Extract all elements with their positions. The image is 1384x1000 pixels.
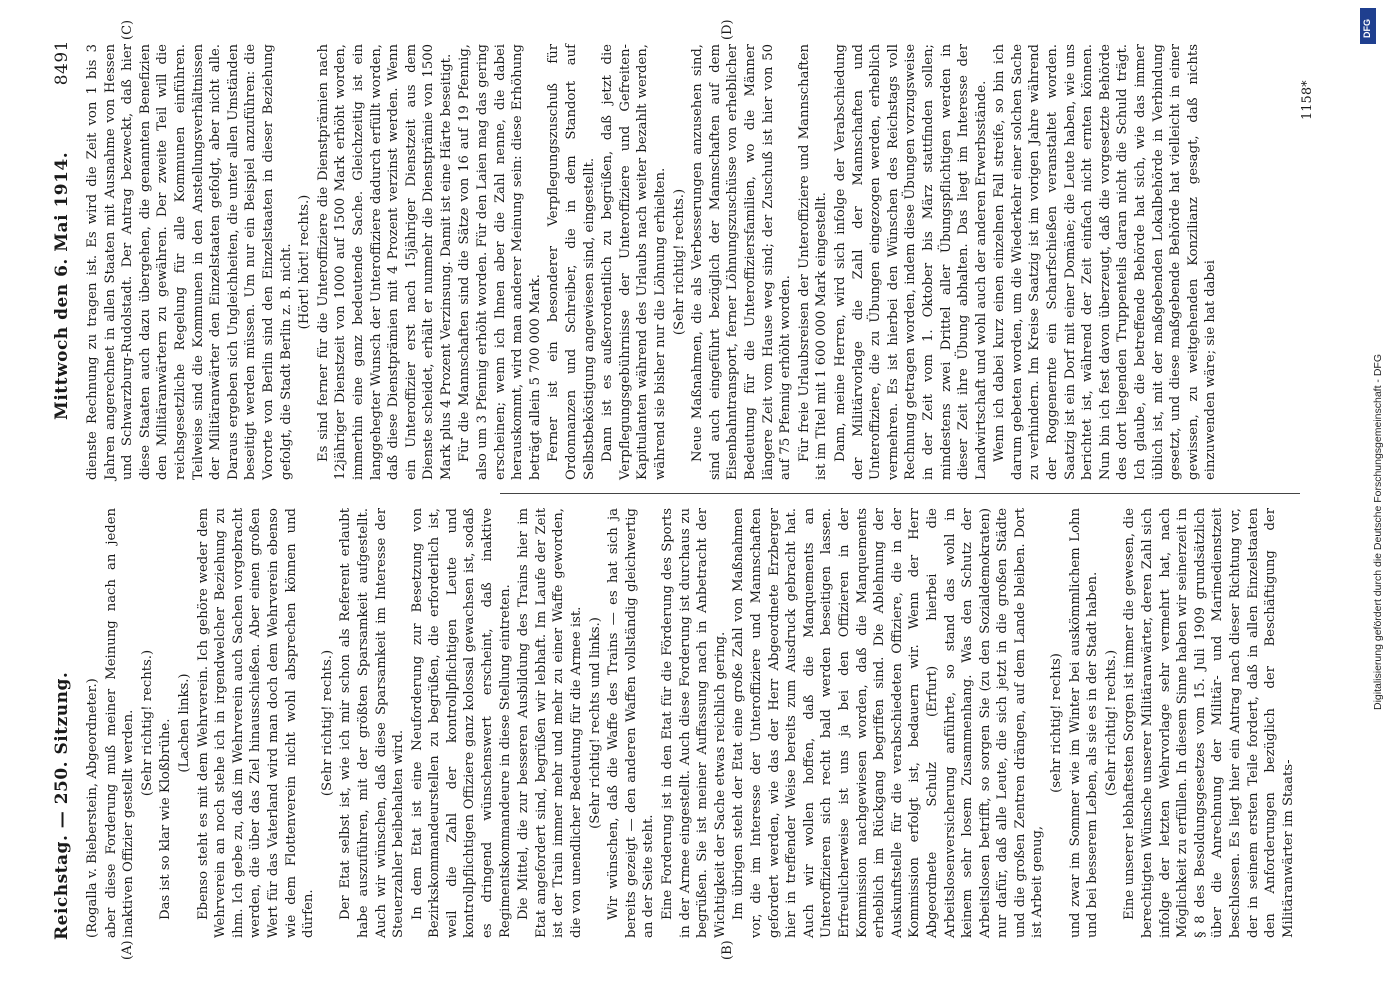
interjection: (Hört! hört! rechts.) xyxy=(297,194,313,330)
paragraph: Eine Forderung ist in den Etat für die Förderung des Sports in der Armee eingestellt. Auch diese Forderung ist durchaus zu begrüßen. Sie ist meiner Auffassung nach in Anbetracht der Wichtigkeit der Sache etwas reichlich gering. xyxy=(660,508,728,938)
paragraph: (Rogalla v. Bieberstein, Abgeordneter.) xyxy=(85,678,100,938)
margin-letter-d: (D) xyxy=(720,19,735,40)
interjection: (Lachen links.) xyxy=(176,673,192,773)
paragraph: dienste Rechnung zu tragen ist. Es wird die Zeit von 1 bis 3 Jahren angerechnet in allen Staaten mit Ausnahme von Hessen und Schwarzburg-Rudolstadt. Der Antrag bezweckt, daß hier diese Staaten auch dazu übergehen, die genannten Benefizien den Militäranwärtern zu gewähren. Der zweite Teil will die reichsgesetzliche Regelung für alle Kommunen einführen. Teilweise sind die Kommunen in den Anstellungsverhältnissen der Militäranwärter den Einzelstaaten gefolgt, aber nicht alle. Daraus ergeben sich Ungleichheiten, die unter allen Umständen beseitigt werden müssen. Um nur ein Beispiel anzuführen: die Vororte von Berlin sind den Einzelstaaten in dieser Beziehung gefolgt, die Stadt Berlin z. B. nicht. xyxy=(85,44,294,480)
text-column-left xyxy=(84,508,1294,938)
interjection: (Sehr richtig! rechts.) xyxy=(139,649,155,797)
text-column-right xyxy=(84,44,1294,480)
paragraph: In dem Etat ist eine Neuforderung zur Besetzung von Bezirkskommandeurstellen zu begrüßen, die erforderlich ist, weil die Zahl der kontrollpflichtigen Leute und kontrollpflichtigen Offiziere ganz kolossal gewachsen ist, sodaß es dringend wünschenswert erscheint, daß inaktive Regimentskommandeure in diese Stellung eintreten. xyxy=(409,508,513,938)
paragraph: Der Etat selbst ist, wie ich mir schon als Referent erlaubt habe auszuführen, mit der größten Sparsamkeit aufgestellt. Auch wir wünschen, daß diese Sparsamkeit im Interesse der Steuerzahler beibehalten wird. xyxy=(338,508,407,938)
credit-text: Digitalisierung gefördert durch die Deutsche Forschungsgemeinschaft - DFG xyxy=(1372,353,1384,710)
paragraph: Ferner ist ein besonderer Verpflegungszuschuß für Ordonnanzen und Schreiber, die in dem Standort auf Selbstbeköstigung angewiesen sind, eingestellt. xyxy=(546,44,597,480)
header-date: Mittwoch den 6. Mai 1914. xyxy=(52,151,72,420)
paragraph: Für freie Urlaubsreisen der Unteroffiziere und Mannschaften ist im Titel mit 1 600 000 Mark eingestellt. xyxy=(796,44,830,480)
paragraph: aber diese Forderung muß meiner Meinung nach an jeden inaktiven Offizier gestellt werden. xyxy=(103,508,137,938)
paragraph: Dann ist es außerordentlich zu begrüßen, daß jetzt die Verpflegungsgebührnisse der Unteroffiziere und Gefreiten-Kapitulanten während des Urlaubs nach weiter bezahlt werden, während sie bisher nur die Löhnung erhielten. xyxy=(600,44,668,480)
paragraph: Wenn ich dabei kurz einen einzelnen Fall streife, so bin ich darum gebeten worden, um die Wiederkehr einer solchen Sache zu verhindern. Im Kreise Saatzig ist im vorigen Jahre während der Roggenernte ein Scharfschießen veranstaltet worden. Saatzig ist ein Dorf mit einer Domäne; die Leute haben, wie uns berichtet ist, während der Zeit einfach nicht ernten können. Nun bin ich fest davon überzeugt, daß die vorgesetzte Behörde des dort liegenden Truppenteils daran nicht die Schuld trägt. Ich glaube, die betreffende Behörde hat sich, wie das immer üblich ist, mit der maßgebenden Lokalbehörde in Verbindung gesetzt, und diese maßgebende Behörde hat vielleicht in einer gewissen, zu weitgehenden Konzilianz gesagt, daß nichts einzuwenden wäre; sie hat dabei xyxy=(992,44,1219,480)
paragraph: Dann, meine Herren, wird sich infolge der Verabschiedung der Militärvorlage die Zahl der Mannschaften und Unteroffiziere, die zu Übungen eingezogen werden, erheblich vermehren. Es ist hierbei den Wünschen des Reichstags voll Rechnung getragen worden, indem diese Übungen vorzugsweise in der Zeit vom 1. Oktober bis März stattfinden sollen; mindestens zwei Drittel aller Übungspflichtigen werden in dieser Zeit ihre Übung abhalten. Das liegt im Interesse der Landwirtschaft und wohl auch der anderen Erwerbsstände. xyxy=(832,44,989,480)
digitization-credit xyxy=(1358,10,1384,990)
margin-letter-b: (B) xyxy=(720,940,735,960)
interjection: (Sehr richtig! rechts.) xyxy=(671,188,687,336)
paragraph: Das ist so klar wie Kloßbrühe. xyxy=(158,718,174,920)
margin-letter-a: (A) xyxy=(120,940,135,960)
paragraph: Eine unserer lebhaftesten Sorgen ist immer die gewesen, die berechtigten Wünsche unserer Militäranwärter, deren Zahl sich infolge der letzten Wehrvorlage sehr vermehrt hat, nach Möglichkeit zu erfüllen. In diesem Sinne haben wir seinerzeit in § 8 des Besoldungsgesetzes vom 15. Juli 1909 grundsätzlich über die Anrechnung der Militär- und Marinedienstzeit beschlossen. Es liegt hier ein Antrag nach dieser Richtung vor, der in seinem ersten Teile fordert, daß in allen Einzelstaaten den Anforderungen bezüglich der Beschäftigung der Militäranwärter im Staats- xyxy=(1122,508,1296,938)
paragraph: Es sind ferner für die Unteroffiziere die Dienstprämien nach 12jähriger Dienstzeit von 1000 auf 1500 Mark erhöht worden, immerhin eine ganz bedeutende Sache. Gleichzeitig ist ein langgehegter Wunsch der Unteroffiziere dadurch erfüllt worden, daß diese Dienstprämien mit 4 Prozent verzinst werden. Wenn ein Unteroffizier erst nach 15jähriger Dienstzeit aus dem Dienste scheidet, erhält er nunmehr die Dienstprämie von 1500 Mark plus 4 Prozent Verzinsung. Damit ist eine Härte beseitigt. xyxy=(315,44,454,480)
interjection: (sehr richtig! rechts) xyxy=(1049,653,1065,793)
paragraph: Ebenso steht es mit dem Wehrverein. Ich gehöre weder dem Wehrverein an noch stehe ich in irgendwelcher Beziehung zu ihm. Ich gebe zu, daß im Wehrverein auch Sachen vorgebracht werden, die über das Ziel hinausschießen. Aber einen großen Wert für das Vaterland wird man doch dem Wehrverein ebenso wie dem Flottenverein nicht wohl absprechen können und dürfen. xyxy=(195,508,317,938)
dfg-logo: DFG xyxy=(1360,8,1376,44)
paragraph: Die Mittel, die zur besseren Ausbildung des Trains hier im Etat angefordert sind, begrüßen wir lebhaft. Im Laufe der Zeit ist der Train immer mehr und mehr zu einer Waffe geworden, die von unendlicher Bedeutung für die Armee ist. xyxy=(516,508,585,938)
footer-mark: 1158* xyxy=(1300,80,1315,120)
interjection: (Sehr richtig! rechts und links.) xyxy=(587,617,603,829)
interjection: (Sehr richtig! rechts.) xyxy=(1103,649,1119,797)
paragraph: und zwar im Sommer wie im Winter bei auskömmlichem Lohn und bei besserem Leben, als sie es in der Stadt haben. xyxy=(1067,508,1101,938)
paragraph: Im übrigen steht der Etat eine große Zahl von Maßnahmen vor, die im Interesse der Unteroffiziere und Mannschaften gefordert werden, wie das der Herr Abgeordnete Erzberger hier in treffender Weise bereits zum Ausdruck gebracht hat. Auch wir wollen hoffen, daß die Manquements an Unteroffizieren sich recht bald werden beseitigen lassen. Erfreulicherweise ist uns ja bei den Offizieren in der Kommission nachgewiesen worden, daß die Manquements erheblich im Rückgang begriffen sind. Die Ablehnung der Auskunftstelle für die verabschiedeten Offiziere, die in der Kommission erfolgt ist, bedauern wir. Wenn der Herr Abgeordnete Schulz (Erfurt) hierbei die Arbeitslosenversicherung anführte, so stand das wohl in keinem sehr losem Zusammenhang. Was den Schutz der Arbeitslosen betrifft, so sorgen Sie (zu den Sozialdemokraten) nur dafür, daß alle Leute, die sich jetzt in die großen Städte und die großen Zentren drängen, auf dem Lande bleiben. Dort ist Arbeit genug, xyxy=(731,508,1046,938)
margin-letter-c: (C) xyxy=(120,19,135,40)
page-header xyxy=(46,40,82,940)
paragraph: Wir wünschen, daß die Waffe des Trains — es hat sich ja bereits gezeigt — den anderen Waffen vollständig gleichwertig an der Seite steht. xyxy=(606,508,657,938)
header-left: Reichstag. — 250. Sitzung. xyxy=(52,671,72,940)
paragraph: Für die Mannschaften sind die Sätze von 16 auf 19 Pfennig, also um 3 Pfennig erhöht worden. Für den Laien mag das gering erscheinen; wenn ich Ihnen aber die Zahl nenne, die dabei herauskommt, wird man anderer Meinung sein: diese Erhöhung beträgt allein 5 700 000 Mark. xyxy=(457,44,543,480)
interjection: (Sehr richtig! rechts.) xyxy=(319,649,335,797)
paragraph: Neue Maßnahmen, die als Verbesserungen anzusehen sind, sind auch eingeführt bezüglich der Mannschaften auf dem Eisenbahntransport, ferner Löhnungszuschüsse von erheblicher Bedeutung für die Unteroffiziersfamilien, wo die Männer längere Zeit vom Hause weg sind; der Zuschuß ist hier von 50 auf 75 Pfennig erhöht worden. xyxy=(690,44,794,480)
column-divider xyxy=(500,493,1300,494)
page-number: 8491 xyxy=(52,40,72,86)
